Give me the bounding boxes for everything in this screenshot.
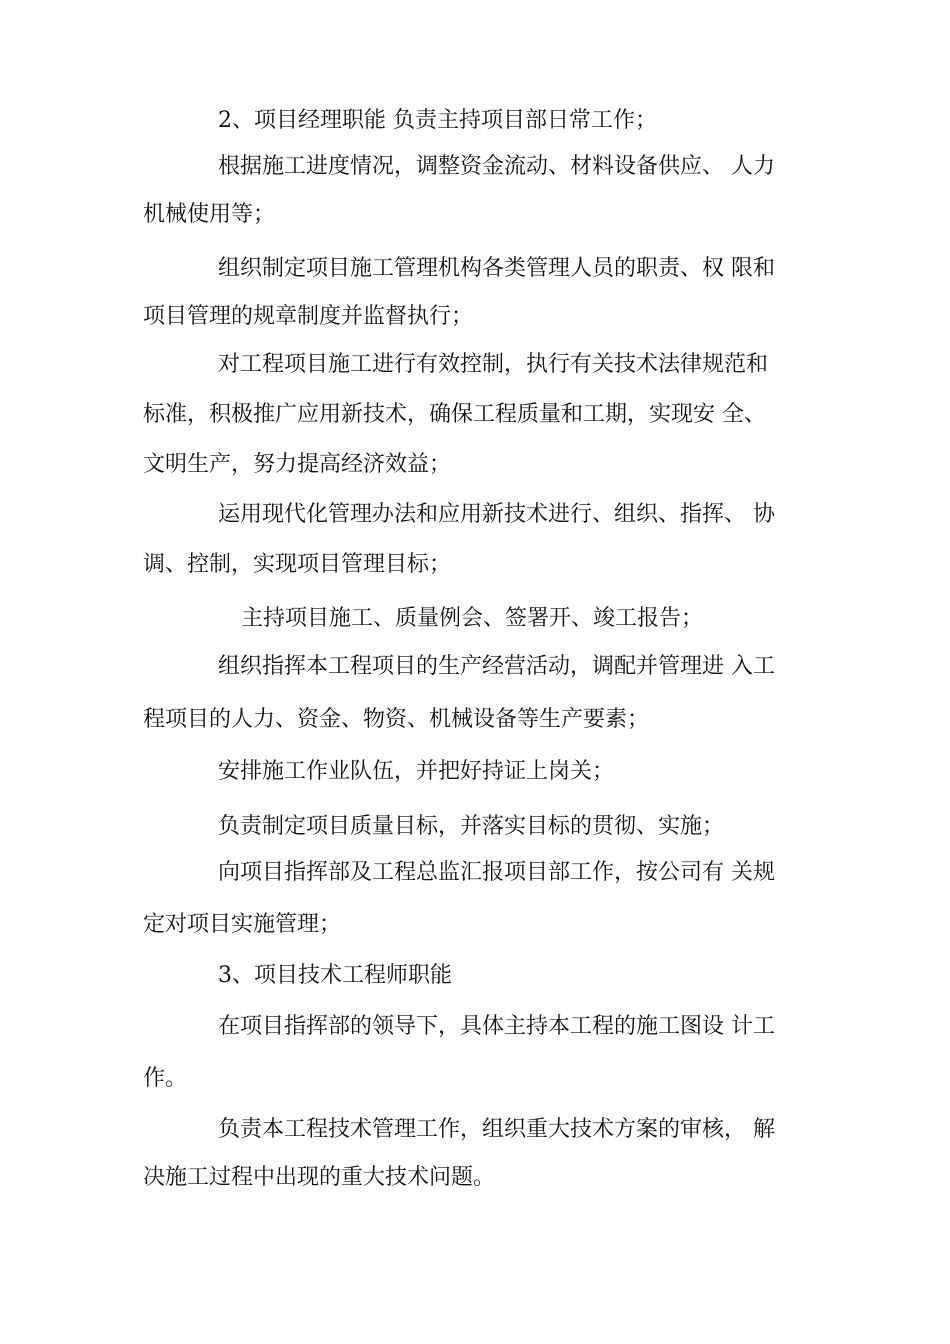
paragraph-line: 对工程项目施工进行有效控制，执行有关技术法律规范和 <box>218 352 769 377</box>
paragraph-line: 在项目指挥部的领导下，具体主持本工程的施工图设 计工 <box>218 1014 775 1039</box>
paragraph-line: 向项目指挥部及工程总监汇报项目部工作，按公司有 关规 <box>218 860 775 885</box>
paragraph-line: 作。 <box>143 1066 188 1091</box>
paragraph-line: 运用现代化管理办法和应用新技术进行、组织、指挥、 协 <box>218 502 775 527</box>
paragraph-line: 项目管理的规章制度并监督执行； <box>143 304 474 329</box>
paragraph-line: 机械使用等； <box>143 202 276 227</box>
paragraph-line: 组织制定项目施工管理机构各类管理人员的职责、权 限和 <box>218 256 775 281</box>
paragraph-line: 主持项目施工、质量例会、签署开、竣工报告； <box>241 606 704 631</box>
paragraph-line: 根据施工进度情况，调整资金流动、材料设备供应、 人力 <box>218 154 775 179</box>
paragraph-line: 调、控制，实现项目管理目标； <box>143 552 452 577</box>
paragraph-line: 负责本工程技术管理工作，组织重大技术方案的审核， 解 <box>218 1117 775 1142</box>
paragraph-line: 定对项目实施管理； <box>143 912 342 937</box>
paragraph-line: 安排施工作业队伍，并把好持证上岗关； <box>218 759 615 784</box>
paragraph-line: 决施工过程中出现的重大技术问题。 <box>143 1165 496 1190</box>
heading-project-manager: 2、项目经理职能 负责主持项目部日常工作； <box>218 108 657 133</box>
heading-technical-engineer: 3、项目技术工程师职能 <box>218 963 452 988</box>
paragraph-line: 程项目的人力、资金、物资、机械设备等生产要素； <box>143 707 650 732</box>
paragraph-line: 文明生产，努力提高经济效益； <box>143 452 452 477</box>
paragraph-line: 组织指挥本工程项目的生产经营活动，调配并管理进 入工 <box>218 654 775 679</box>
paragraph-line: 负责制定项目质量目标，并落实目标的贯彻、实施； <box>218 814 725 839</box>
paragraph-line: 标准，积极推广应用新技术，确保工程质量和工期，实现安 全、 <box>143 402 766 427</box>
